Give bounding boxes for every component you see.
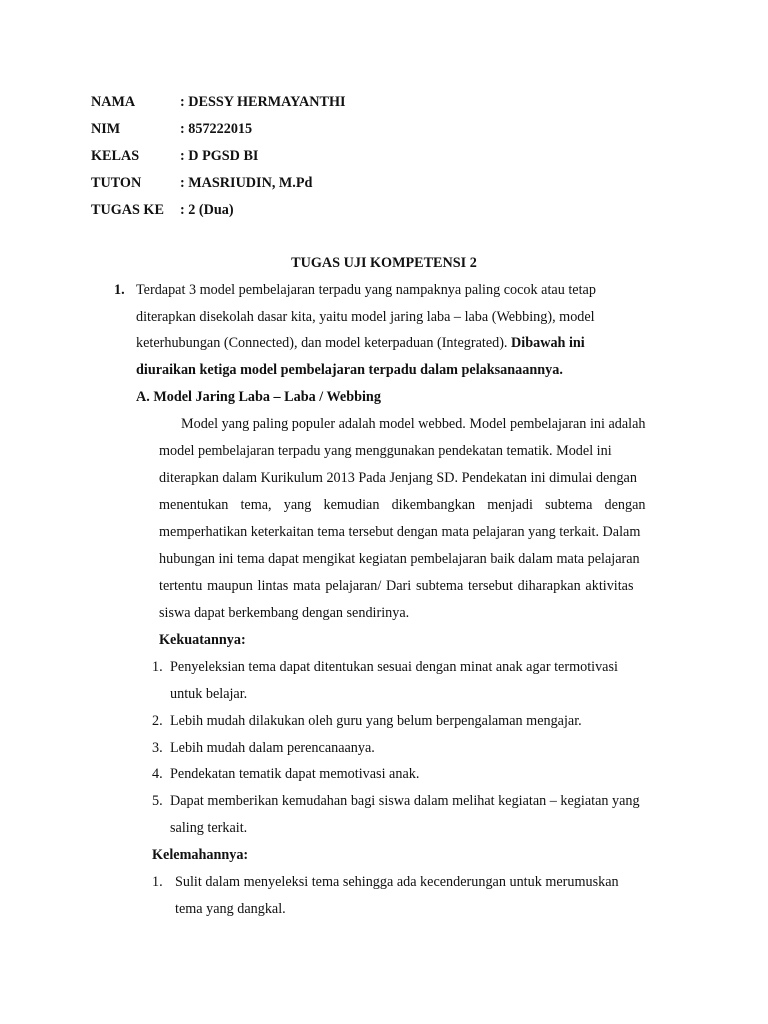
weakness-1-line-1: Sulit dalam menyeleksi tema sehingga ada kecenderungan untuk merumuskan <box>175 874 619 890</box>
label-nama: NAMA <box>91 94 136 110</box>
question-line-3-text: keterhubungan (Connected), dan model keterpaduan (Integrated). <box>136 335 508 351</box>
strength-2-line-1: Lebih mudah dilakukan oleh guru yang belum berpengalaman mengajar. <box>170 713 582 729</box>
paragraph-line-7: tertentu maupun lintas mata pelajaran/ Dari subtema tersebut diharapkan aktivitas <box>159 578 634 594</box>
strength-1-line-1: Penyeleksian tema dapat ditentukan sesuai dengan minat anak agar termotivasi <box>170 659 618 675</box>
strength-num-4: 4. <box>152 766 163 782</box>
strength-5-line-2: saling terkait. <box>170 820 248 836</box>
value-tugas-ke: : 2 (Dua) <box>180 202 234 218</box>
document-title: TUGAS UJI KOMPETENSI 2 <box>291 255 477 271</box>
question-line-1: Terdapat 3 model pembelajaran terpadu yang nampaknya paling cocok atau tetap <box>136 282 596 298</box>
weakness-num-1: 1. <box>152 874 163 890</box>
value-nim: : 857222015 <box>180 121 253 137</box>
label-tugas-ke: TUGAS KE <box>91 202 164 218</box>
weakness-1-line-2: tema yang dangkal. <box>175 901 286 917</box>
section-a-heading: A. Model Jaring Laba – Laba / Webbing <box>136 389 381 405</box>
paragraph-line-1: Model yang paling populer adalah model webbed. Model pembelajaran ini adalah <box>181 416 646 432</box>
value-kelas: : D PGSD BI <box>180 148 259 164</box>
strength-num-2: 2. <box>152 713 163 729</box>
strength-1-line-2: untuk belajar. <box>170 686 248 702</box>
strength-num-3: 3. <box>152 740 163 756</box>
question-bold-inline: Dibawah ini <box>511 335 585 351</box>
strength-num-1: 1. <box>152 659 163 675</box>
paragraph-line-2-text: model pembelajaran terpadu yang menggunakan pendekatan tematik. Model ini <box>159 443 612 459</box>
weaknesses-heading: Kelemahannya: <box>152 847 249 863</box>
label-nim: NIM <box>91 121 121 137</box>
paragraph-line-2 <box>159 443 678 460</box>
question-number: 1. <box>114 282 125 298</box>
question-line-2: diterapkan disekolah dasar kita, yaitu model jaring laba – laba (Webbing), model <box>136 309 595 325</box>
strengths-heading: Kekuatannya: <box>159 632 246 648</box>
label-tuton: TUTON <box>91 175 142 191</box>
paragraph-line-5: memperhatikan keterkaitan tema tersebut dengan mata pelajaran yang terkait. Dalam <box>159 524 641 540</box>
paragraph-line-6: hubungan ini tema dapat mengikat kegiatan pembelajaran baik dalam mata pelajaran <box>159 551 640 567</box>
strength-3-line-1: Lebih mudah dalam perencanaanya. <box>170 740 375 756</box>
paragraph-line-8: siswa dapat berkembang dengan sendirinya. <box>159 605 410 621</box>
question-line-3 <box>136 335 585 352</box>
value-tuton: : MASRIUDIN, M.Pd <box>180 175 313 191</box>
strength-num-5: 5. <box>152 793 163 809</box>
strength-5-line-1: Dapat memberikan kemudahan bagi siswa dalam melihat kegiatan – kegiatan yang <box>170 793 640 809</box>
paragraph-line-4: menentukan tema, yang kemudian dikembangkan menjadi subtema dengan <box>159 497 646 513</box>
paragraph-line-3: diterapkan dalam Kurikulum 2013 Pada Jenjang SD. Pendekatan ini dimulai dengan <box>159 470 637 486</box>
value-nama: : DESSY HERMAYANTHI <box>180 94 346 110</box>
question-line-4: diuraikan ketiga model pembelajaran terpadu dalam pelaksanaannya. <box>136 362 563 378</box>
label-kelas: KELAS <box>91 148 140 164</box>
strength-4-line-1: Pendekatan tematik dapat memotivasi anak. <box>170 766 420 782</box>
